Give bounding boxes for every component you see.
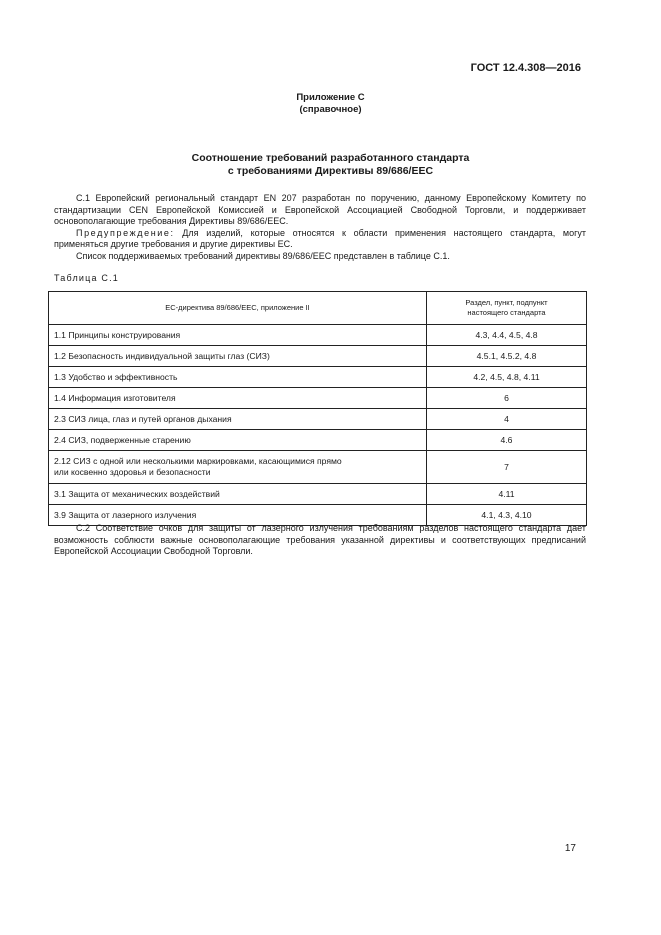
row-requirement: 3.9 Защита от лазерного излучения bbox=[49, 505, 427, 526]
warning-text: Для изделий, которые относятся к области применения настоящего стандарта, могут применяться другие требования и другие директивы ЕС. bbox=[54, 227, 586, 249]
table-row bbox=[49, 325, 587, 346]
page-number: 17 bbox=[564, 843, 576, 854]
row-requirement: 2.12 СИЗ с одной или несколькими маркировками, касающимися прямо или косвенно здоровья и безопасности bbox=[49, 451, 427, 484]
paragraph-c2: С.2 Соответствие очков для защиты от лазерного излучения требованиям разделов настоящего стандарта дает возможность соблюсти важные основополагающие требования указанной директивы и соответствующих предписаний Европейской Ассоциации Свободной Торговли. bbox=[54, 523, 586, 556]
row-reference: 7 bbox=[427, 451, 587, 484]
row-requirement: 2.3 СИЗ лица, глаз и путей органов дыхания bbox=[49, 409, 427, 430]
appendix-heading bbox=[0, 92, 661, 116]
intro-text bbox=[54, 193, 586, 262]
warning-label: Предупреждение: bbox=[76, 227, 175, 238]
document-title bbox=[0, 152, 661, 178]
table-row bbox=[49, 430, 587, 451]
row-requirement: 1.4 Информация изготовителя bbox=[49, 388, 427, 409]
header-directive: ЕС-директива 89/686/ЕЕС, приложение II bbox=[49, 292, 427, 325]
row-reference: 4.11 bbox=[427, 484, 587, 505]
row-reference: 4 bbox=[427, 409, 587, 430]
table-row bbox=[49, 388, 587, 409]
row-reference: 4.5.1, 4.5.2, 4.8 bbox=[427, 346, 587, 367]
appendix-subtitle: (справочное) bbox=[299, 104, 362, 115]
paragraph-c1: С.1 Европейский региональный стандарт EN 207 разработан по поручению, данному Европейскому Комитету по стандартизации CEN Европейской Комиссией и Европейской Ассоциацией Свободной Торговли, и поддерживает основополагающие требования Директивы 89/686/ЕЕС. bbox=[54, 193, 586, 226]
conclusion-text bbox=[54, 523, 586, 558]
row-requirement: 1.1 Принципы конструирования bbox=[49, 325, 427, 346]
paragraph-list-reference: Список поддерживаемых требований директивы 89/686/ЕЕС представлен в таблице С.1. bbox=[76, 250, 450, 261]
table-row bbox=[49, 346, 587, 367]
table-row bbox=[49, 451, 587, 484]
row-reference: 4.6 bbox=[427, 430, 587, 451]
row-reference: 6 bbox=[427, 388, 587, 409]
paragraph-warning bbox=[54, 228, 586, 251]
row-requirement: 2.4 СИЗ, подверженные старению bbox=[49, 430, 427, 451]
row-requirement: 1.2 Безопасность индивидуальной защиты глаз (СИЗ) bbox=[49, 346, 427, 367]
document-title-line-1: Соотношение требований разработанного стандарта bbox=[191, 152, 470, 164]
row-reference: 4.2, 4.5, 4.8, 4.11 bbox=[427, 367, 587, 388]
row-reference: 4.1, 4.3, 4.10 bbox=[427, 505, 587, 526]
table-header-row bbox=[49, 292, 587, 325]
table-row bbox=[49, 409, 587, 430]
table-row bbox=[49, 484, 587, 505]
row-requirement: 1.3 Удобство и эффективность bbox=[49, 367, 427, 388]
requirements-table bbox=[48, 291, 587, 526]
document-title-line-2: с требованиями Директивы 89/686/ЕЕС bbox=[227, 165, 434, 177]
row-requirement: 3.1 Защита от механических воздействий bbox=[49, 484, 427, 505]
table-row bbox=[49, 367, 587, 388]
appendix-title: Приложение С bbox=[296, 92, 365, 103]
table-caption: Таблица С.1 bbox=[54, 273, 119, 283]
standard-code: ГОСТ 12.4.308—2016 bbox=[470, 62, 581, 74]
header-section: Раздел, пункт, подпункт настоящего стандарта bbox=[427, 292, 587, 325]
row-reference: 4.3, 4.4, 4.5, 4.8 bbox=[427, 325, 587, 346]
